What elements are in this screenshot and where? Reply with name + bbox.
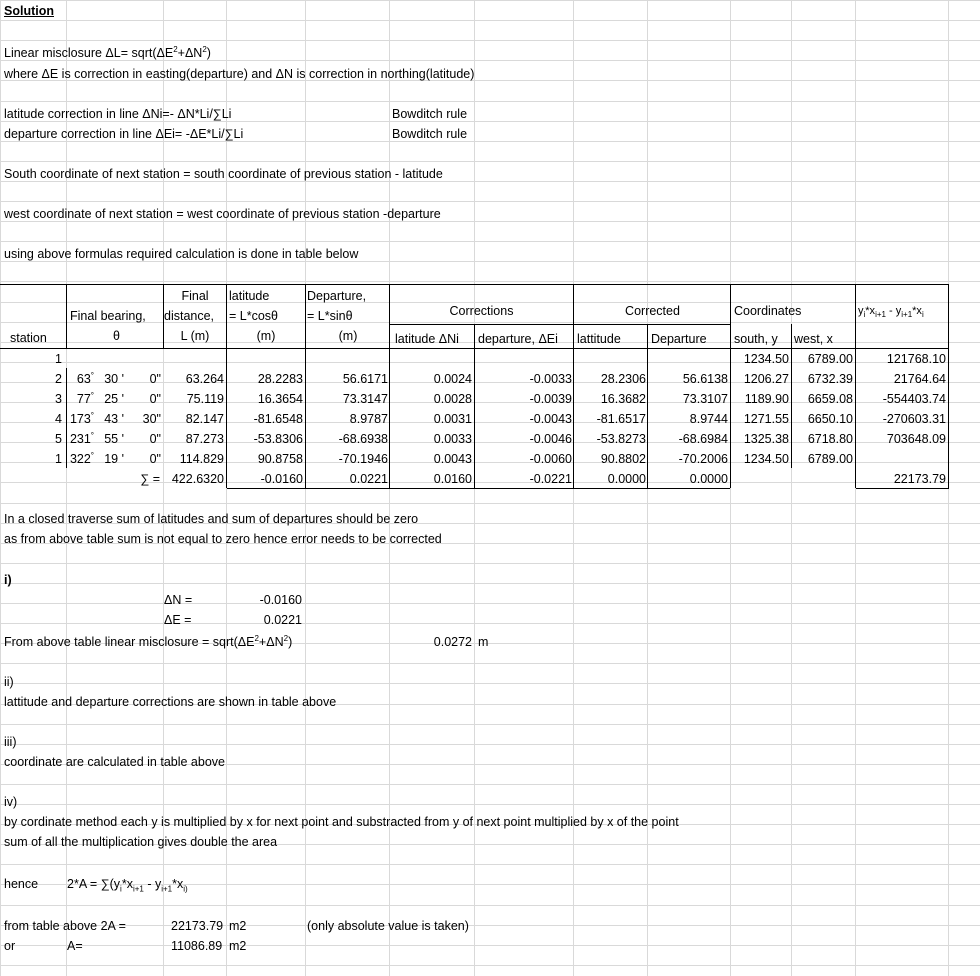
cell-L: 87.273 xyxy=(185,432,224,446)
intro-line: South coordinate of next station = south coordinate of previous station - latitude xyxy=(4,167,443,181)
header-west: west, x xyxy=(794,332,833,346)
from-table-label: from table above 2A = xyxy=(4,919,126,933)
sum-correction-lat: 0.0160 xyxy=(433,472,472,486)
sum-correction-dep: -0.0221 xyxy=(529,472,572,486)
cell-deg: 231° xyxy=(69,430,94,446)
cell-area: 21764.64 xyxy=(893,372,946,386)
header-m2: (m) xyxy=(338,329,358,343)
cell-min: 43 ' xyxy=(104,412,124,426)
area-formula: $2*A = \sum(y_i*x_{i+1} - y_{i+1}*x_{i)}$ xyxy=(67,877,188,894)
cell-cn: 0.0033 xyxy=(433,432,472,446)
cell-sec: 0" xyxy=(149,372,161,386)
header-bearing: Final bearing, xyxy=(70,309,146,323)
cell-L xyxy=(164,349,224,369)
header-station: station xyxy=(10,331,47,345)
intro-line: using above formulas required calculation is done in table below xyxy=(4,247,359,261)
cell-ce: -0.0039 xyxy=(529,392,572,406)
dn-label: ΔN = xyxy=(164,593,193,607)
header-corrected: Corrected xyxy=(625,304,680,318)
header-distance: distance, xyxy=(164,309,215,323)
cell-area: 121768.10 xyxy=(886,352,946,366)
cell-y: 1325.38 xyxy=(743,432,789,446)
cell-sec: 0" xyxy=(149,432,161,446)
double-area-value: 22173.79 xyxy=(171,919,224,933)
cell-deg: 173° xyxy=(69,410,94,426)
cell-x: 6659.08 xyxy=(807,392,853,406)
misclosure-value: 0.0272 xyxy=(433,635,472,649)
cell-clat: 90.8802 xyxy=(600,452,646,466)
cell-ce: -0.0043 xyxy=(529,412,572,426)
de-value: 0.0221 xyxy=(263,613,302,627)
cell-cn: 0.0024 xyxy=(433,372,472,386)
cell-lat: 90.8758 xyxy=(257,452,303,466)
cell-ce xyxy=(475,349,572,369)
cell-clat xyxy=(574,349,646,369)
sum-distance: 422.6320 xyxy=(171,472,224,486)
cell-sec xyxy=(130,349,161,369)
cell-x: 6732.39 xyxy=(807,372,853,386)
cell-L: 75.119 xyxy=(186,392,224,406)
header-departure: Departure, xyxy=(307,289,367,303)
sum-label: ∑ = xyxy=(140,472,160,486)
closed-traverse-note: In a closed traverse sum of latitudes and sum of departures should be zero xyxy=(4,512,419,526)
intro-line: latitude correction in line ΔNi=- ΔN*Li/∑Li xyxy=(4,107,232,121)
header-lcos: = L*cosθ xyxy=(229,309,278,323)
cell-x: 6789.00 xyxy=(807,452,853,466)
cell-sec: 0" xyxy=(149,392,161,406)
cell-cdep: 73.3107 xyxy=(682,392,728,406)
rule-label: Bowditch rule xyxy=(392,107,468,121)
solution-title: Solution xyxy=(4,4,54,18)
cell-area: -270603.31 xyxy=(882,412,946,426)
header-corrections: Corrections xyxy=(449,304,514,318)
cell-lat: 28.2283 xyxy=(257,372,303,386)
sum-corrected-dep: 0.0000 xyxy=(689,472,728,486)
cell-dep: 56.6171 xyxy=(342,372,388,386)
cell-L: 114.829 xyxy=(179,452,224,466)
cell-cn xyxy=(390,349,472,369)
unit-m2: m2 xyxy=(229,939,247,953)
or-label: or xyxy=(4,939,16,953)
intro-line: departure correction in line ΔEi= -ΔE*Li/∑Li xyxy=(4,127,244,141)
cell-st: 3 xyxy=(55,392,62,406)
cell-dep xyxy=(306,349,388,369)
cell-y: 1189.90 xyxy=(744,392,789,406)
header-lm: L (m) xyxy=(180,329,210,343)
cell-clat: -81.6517 xyxy=(596,412,646,426)
cell-min: 30 ' xyxy=(104,372,124,386)
cell-cdep xyxy=(648,349,728,369)
cell-cdep: 56.6138 xyxy=(682,372,728,386)
header-lsin: = L*sinθ xyxy=(307,309,353,323)
header-area-formula: $y_i*x_{i+1} - y_{i+1}*x_i$ xyxy=(858,305,924,320)
error-note: as from above table sum is not equal to zero hence error needs to be corrected xyxy=(4,532,442,546)
area-value: 11086.89 xyxy=(171,939,223,953)
cell-deg: 63° xyxy=(76,370,94,386)
part-iv-text: by cordinate method each y is multiplied by x for next point and substracted from y of next point multiplied by x of the point xyxy=(4,815,679,829)
area-label: A= xyxy=(67,939,83,953)
cell-dep: -68.6938 xyxy=(338,432,388,446)
rule-label: Bowditch rule xyxy=(392,127,468,141)
cell-lat: -53.8306 xyxy=(253,432,303,446)
part-ii-label: ii) xyxy=(4,675,14,689)
cell-area: 703648.09 xyxy=(886,432,946,446)
cell-y: 1234.50 xyxy=(743,452,789,466)
hence-label: hence xyxy=(4,877,39,891)
part-iii-text: coordinate are calculated in table above xyxy=(4,755,225,769)
header-south: south, y xyxy=(734,332,778,346)
cell-ce: -0.0046 xyxy=(529,432,572,446)
cell-x: 6789.00 xyxy=(807,352,853,366)
part-i-label: i) xyxy=(4,573,12,587)
cell-min xyxy=(100,349,124,369)
cell-y: 1271.55 xyxy=(743,412,789,426)
cell-clat: 16.3682 xyxy=(600,392,646,406)
cell-sec: 30" xyxy=(142,412,161,426)
cell-st: 5 xyxy=(55,432,62,446)
misclosure-line: From above table linear misclosure = $sqrt(\Delta E^2+\Delta N^2)$ xyxy=(4,633,293,649)
cell-area xyxy=(856,449,946,469)
cell-y: 1234.50 xyxy=(743,352,789,366)
cell-lat: -81.6548 xyxy=(253,412,303,426)
cell-lat xyxy=(227,349,303,369)
cell-dep: -70.1946 xyxy=(338,452,388,466)
cell-lat: 16.3654 xyxy=(257,392,303,406)
header-departure-corrected: Departure xyxy=(651,332,707,346)
cell-ce: -0.0060 xyxy=(529,452,572,466)
intro-line: west coordinate of next station = west coordinate of previous station -departure xyxy=(4,207,441,221)
cell-dep: 73.3147 xyxy=(342,392,388,406)
absolute-note: (only absolute value is taken) xyxy=(307,919,469,933)
header-coordinates: Coordinates xyxy=(734,304,802,318)
cell-cn: 0.0043 xyxy=(433,452,472,466)
cell-min: 55 ' xyxy=(104,432,124,446)
cell-st: 1 xyxy=(55,352,62,366)
cell-cdep: -70.2006 xyxy=(678,452,728,466)
cell-st: 1 xyxy=(55,452,62,466)
cell-ce: -0.0033 xyxy=(529,372,572,386)
header-theta: θ xyxy=(113,329,120,343)
part-iv-label: iv) xyxy=(4,795,18,809)
header-m1: (m) xyxy=(256,329,276,343)
header-lattitude: lattitude xyxy=(577,332,621,346)
cell-clat: 28.2306 xyxy=(600,372,646,386)
intro-line: where ΔE is correction in easting(departure) and ΔN is correction in northing(latitude) xyxy=(4,67,475,81)
cell-sec: 0" xyxy=(149,452,161,466)
cell-dep: 8.9787 xyxy=(349,412,388,426)
header-dep-de: departure, ΔEi xyxy=(478,332,558,346)
cell-st: 2 xyxy=(55,372,62,386)
unit-m2: m2 xyxy=(229,919,247,933)
cell-clat: -53.8273 xyxy=(596,432,646,446)
part-iii-label: iii) xyxy=(4,735,17,749)
cell-area: -554403.74 xyxy=(882,392,946,406)
cell-cn: 0.0031 xyxy=(433,412,472,426)
sum-latitude: -0.0160 xyxy=(260,472,303,486)
sum-area: 22173.79 xyxy=(893,472,946,486)
cell-cdep: 8.9744 xyxy=(689,412,728,426)
misclosure-formula: Linear misclosure $\Delta L= sqrt(\Delta E^2+\Delta N^2)$ xyxy=(4,44,211,60)
dn-value: -0.0160 xyxy=(259,593,302,607)
header-lat-dn: latitude ΔNi xyxy=(395,332,459,346)
cell-y: 1206.27 xyxy=(743,372,789,386)
cell-deg: 322° xyxy=(69,450,94,466)
cell-cdep: -68.6984 xyxy=(678,432,728,446)
cell-min: 19 ' xyxy=(104,452,124,466)
de-label: ΔE = xyxy=(164,613,192,627)
cell-deg: 77° xyxy=(76,390,94,406)
part-ii-text: lattitude and departure corrections are shown in table above xyxy=(4,695,337,709)
cell-x: 6718.80 xyxy=(807,432,853,446)
sum-departure: 0.0221 xyxy=(349,472,388,486)
misclosure-unit: m xyxy=(478,635,489,649)
cell-cn: 0.0028 xyxy=(433,392,472,406)
part-iv-text: sum of all the multiplication gives double the area xyxy=(4,835,278,849)
cell-deg xyxy=(68,349,94,369)
cell-st: 4 xyxy=(55,412,62,426)
cell-min: 25 ' xyxy=(104,392,124,406)
header-final: Final xyxy=(181,289,209,303)
cell-L: 82.147 xyxy=(185,412,224,426)
header-latitude: latitude xyxy=(229,289,270,303)
sum-corrected-lat: 0.0000 xyxy=(607,472,646,486)
cell-L: 63.264 xyxy=(185,372,224,386)
cell-x: 6650.10 xyxy=(807,412,853,426)
